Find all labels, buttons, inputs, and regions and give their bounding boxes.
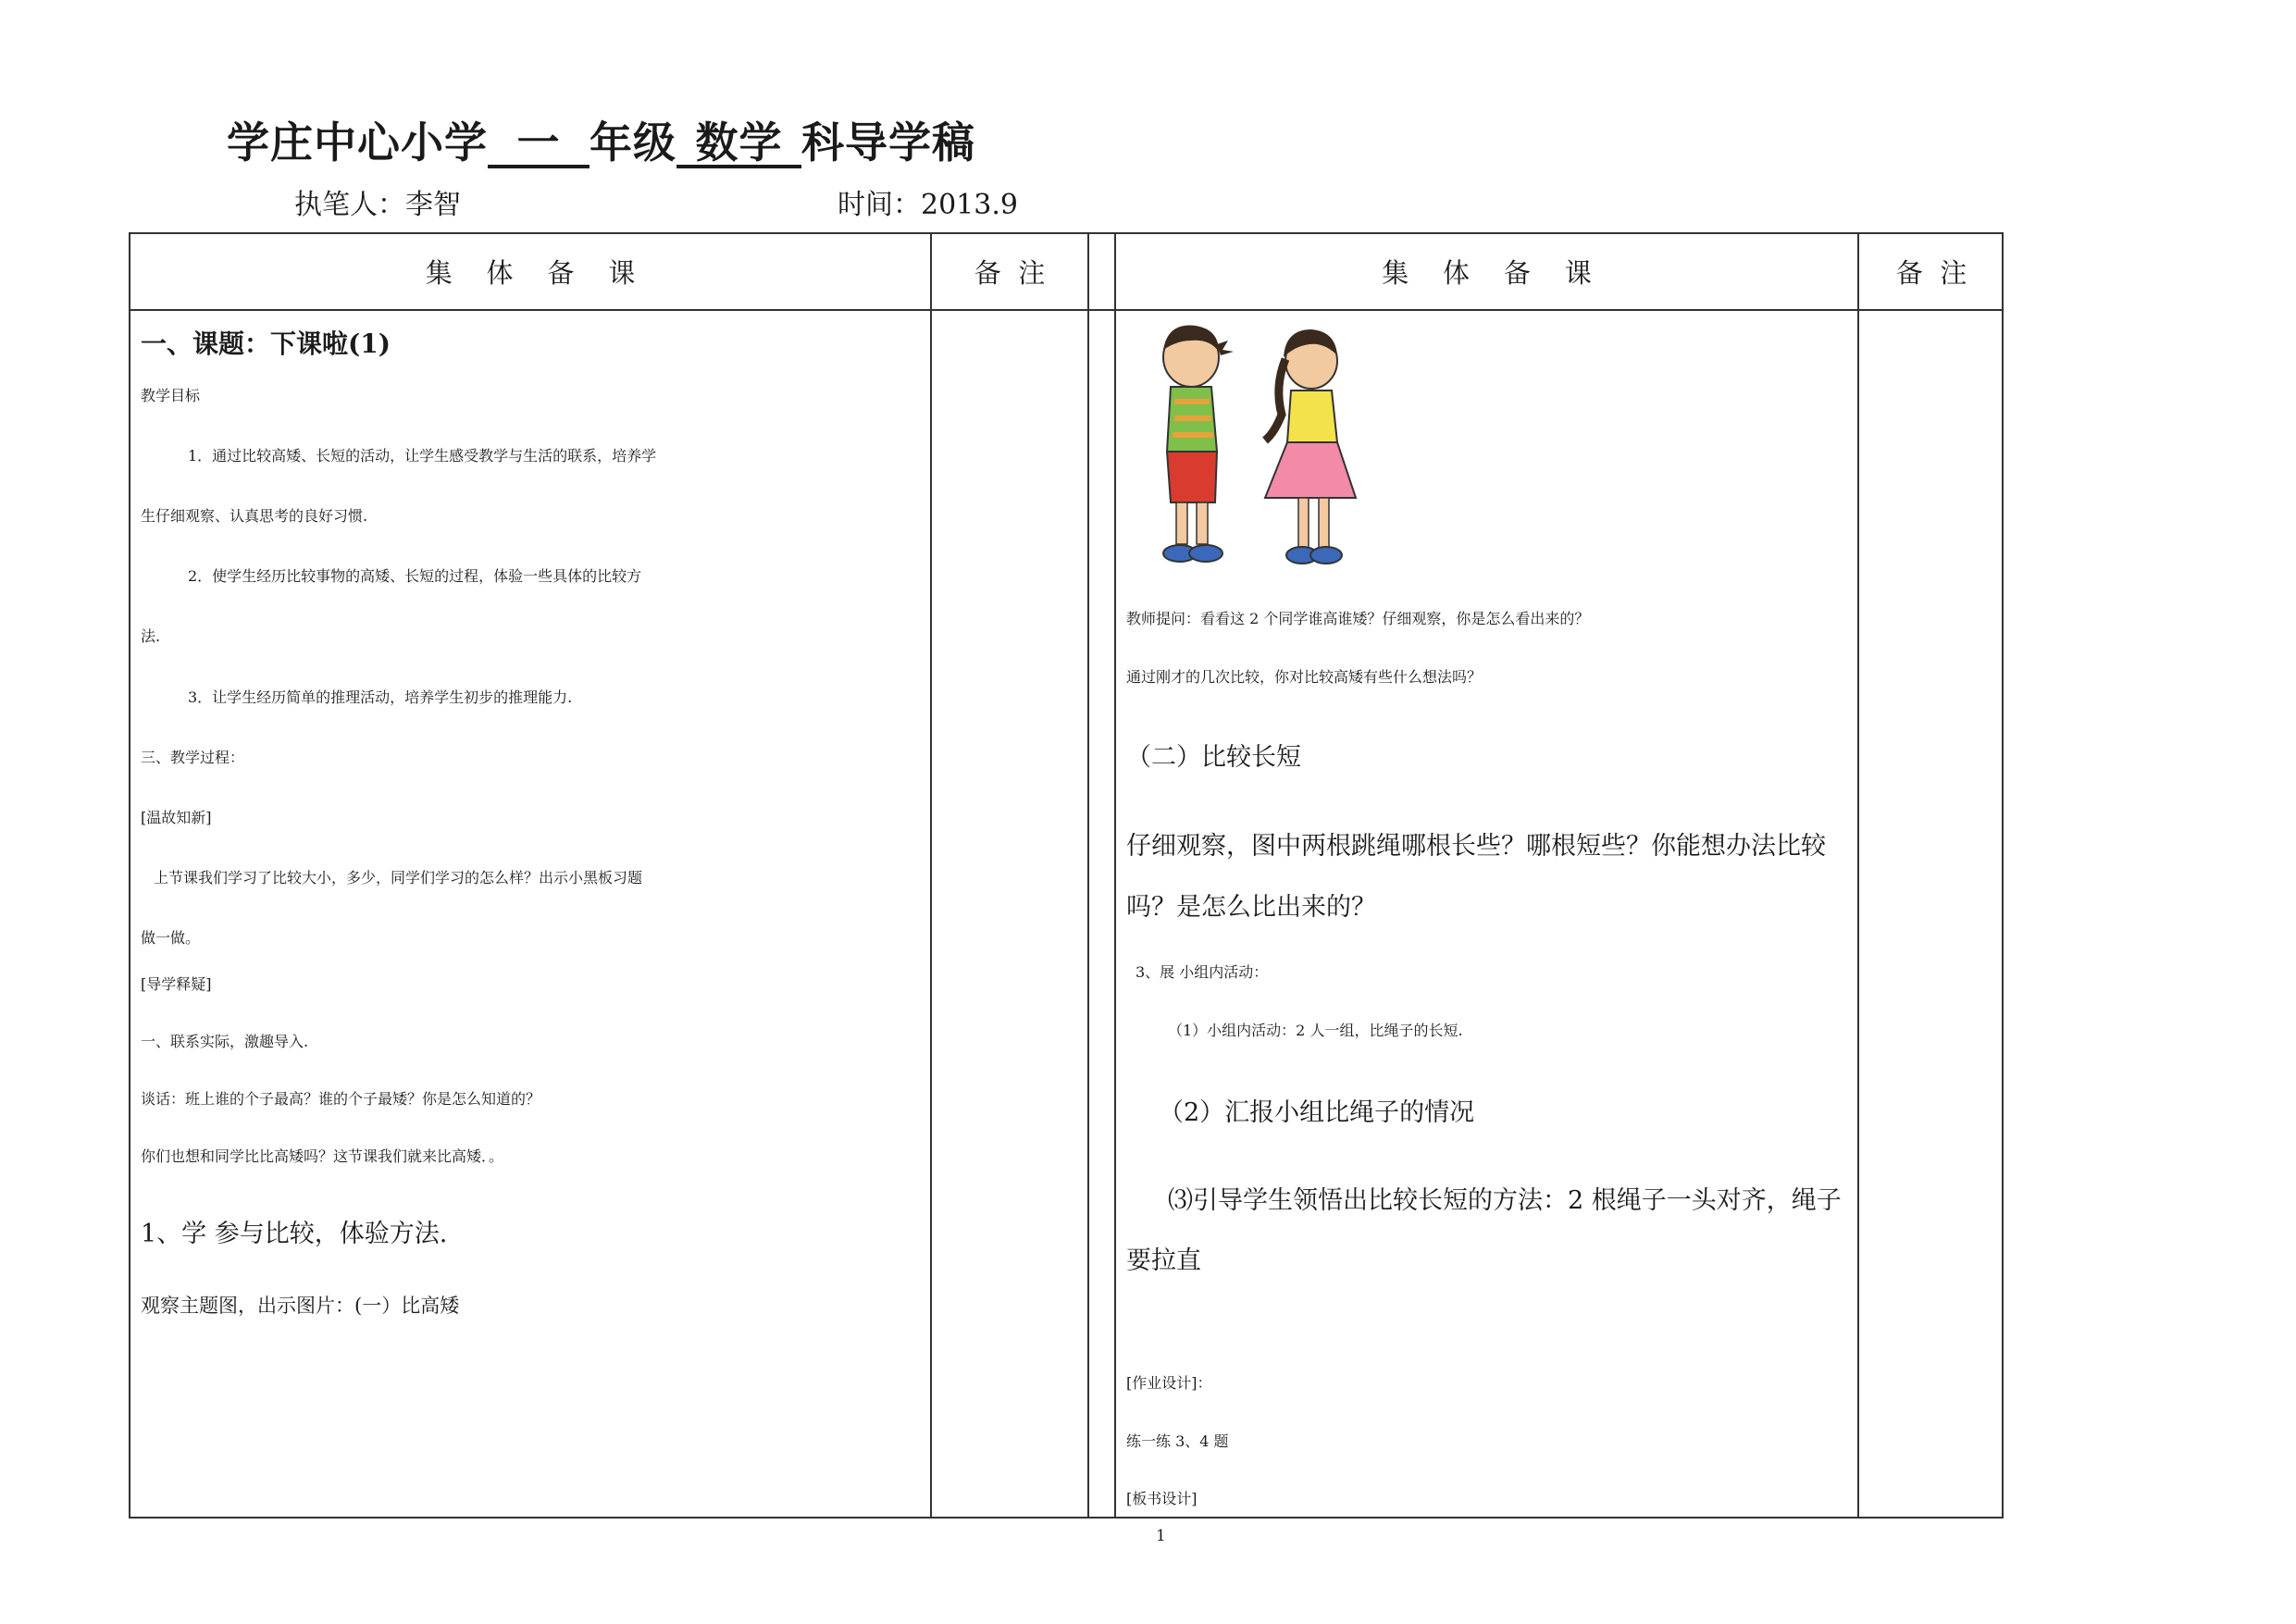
observe: 观察主题图，出示图片：(一）比高矮 xyxy=(141,1295,460,1317)
show-heading: 3、展 小组内活动： xyxy=(1136,963,1269,981)
date: 时间：2013.9 xyxy=(838,189,1018,221)
grade-label: 年级 xyxy=(590,118,676,167)
review-text-cont: 做一做。 xyxy=(141,929,201,947)
practice: 练一练 3、4 题 xyxy=(1126,1432,1229,1450)
two-children-illustration xyxy=(1126,313,1376,581)
question-2: 通过刚才的几次比较，你对比较高矮有些什么想法吗？ xyxy=(1126,668,1483,686)
divider xyxy=(930,234,932,1517)
divider xyxy=(1857,234,1859,1517)
goal-1: 1．通过比较高矮、长短的活动，让学生感受教学与生活的联系，培养学 xyxy=(188,447,657,465)
review-heading: [温故知新] xyxy=(141,809,212,826)
board-heading: [板书设计] xyxy=(1126,1490,1198,1507)
col-header-main-2: 集 体 备 课 xyxy=(1382,257,1592,289)
header-divider xyxy=(130,309,2002,311)
goals-heading: 教学目标 xyxy=(141,387,201,404)
boy-figure xyxy=(1163,326,1234,562)
part-2-heading: （二）比较长短 xyxy=(1126,743,1301,772)
author: 执笔人：李智 xyxy=(294,189,461,221)
learn-step: 1、学 参与比较，体验方法. xyxy=(141,1220,448,1248)
goal-1-cont: 生仔细观察、认真思考的良好习惯. xyxy=(141,507,368,525)
school-name: 学庄中心小学 xyxy=(227,118,488,167)
divider xyxy=(1087,234,1089,1517)
activity-2: （2）汇报小组比绳子的情况 xyxy=(1159,1098,1475,1127)
question-1: 教师提问：看看这 2 个同学谁高谁矮？仔细观察，你是怎么看出来的？ xyxy=(1126,610,1590,627)
divider xyxy=(1114,234,1116,1517)
process-heading: 三、教学过程： xyxy=(141,749,245,766)
page-number: 1 xyxy=(1156,1527,1166,1545)
activity-3-cont: 要拉直 xyxy=(1126,1246,1201,1275)
goal-3: 3．让学生经历简单的推理活动，培养学生初步的推理能力. xyxy=(188,688,573,706)
title-suffix: 科导学稿 xyxy=(801,118,975,167)
goal-2: 2．使学生经历比较事物的高矮、长短的过程，体验一些具体的比较方 xyxy=(188,567,642,585)
review-text: 上节课我们学习了比较大小，多少，同学们学习的怎么样？出示小黑板习题 xyxy=(154,869,643,886)
col-header-note-2: 备 注 xyxy=(1895,257,1967,289)
talk-2: 你们也想和同学比比高矮吗？这节课我们就来比高矮．。 xyxy=(141,1147,504,1165)
guide-heading: [导学释疑] xyxy=(141,975,212,993)
col-header-note: 备 注 xyxy=(974,257,1046,289)
girl-figure xyxy=(1265,329,1356,564)
document-title xyxy=(227,109,975,170)
activity-3: ⑶引导学生领悟出比较长短的方法：2 根绳子一头对齐，绳子 xyxy=(1168,1186,1842,1215)
observe-question-cont: 吗？是怎么比出来的？ xyxy=(1126,893,1376,922)
activity-1: （1）小组内活动：2 人一组，比绳子的长短. xyxy=(1168,1022,1463,1039)
goal-2-cont: 法. xyxy=(141,627,161,645)
observe-question: 仔细观察，图中两根跳绳哪根长些？哪根短些？你能想办法比较 xyxy=(1126,832,1826,861)
col-header-main: 集 体 备 课 xyxy=(425,257,636,289)
homework-heading: [作业设计]： xyxy=(1126,1374,1212,1392)
grade-value: 一 xyxy=(488,120,590,168)
topic: 一、课题：下课啦(1) xyxy=(141,329,391,359)
subject-value: 数学 xyxy=(676,120,801,168)
step-1: 一、联系实际，激趣导入. xyxy=(141,1033,309,1050)
talk: 谈话：班上谁的个子最高？谁的个子最矮？你是怎么知道的？ xyxy=(141,1090,541,1108)
